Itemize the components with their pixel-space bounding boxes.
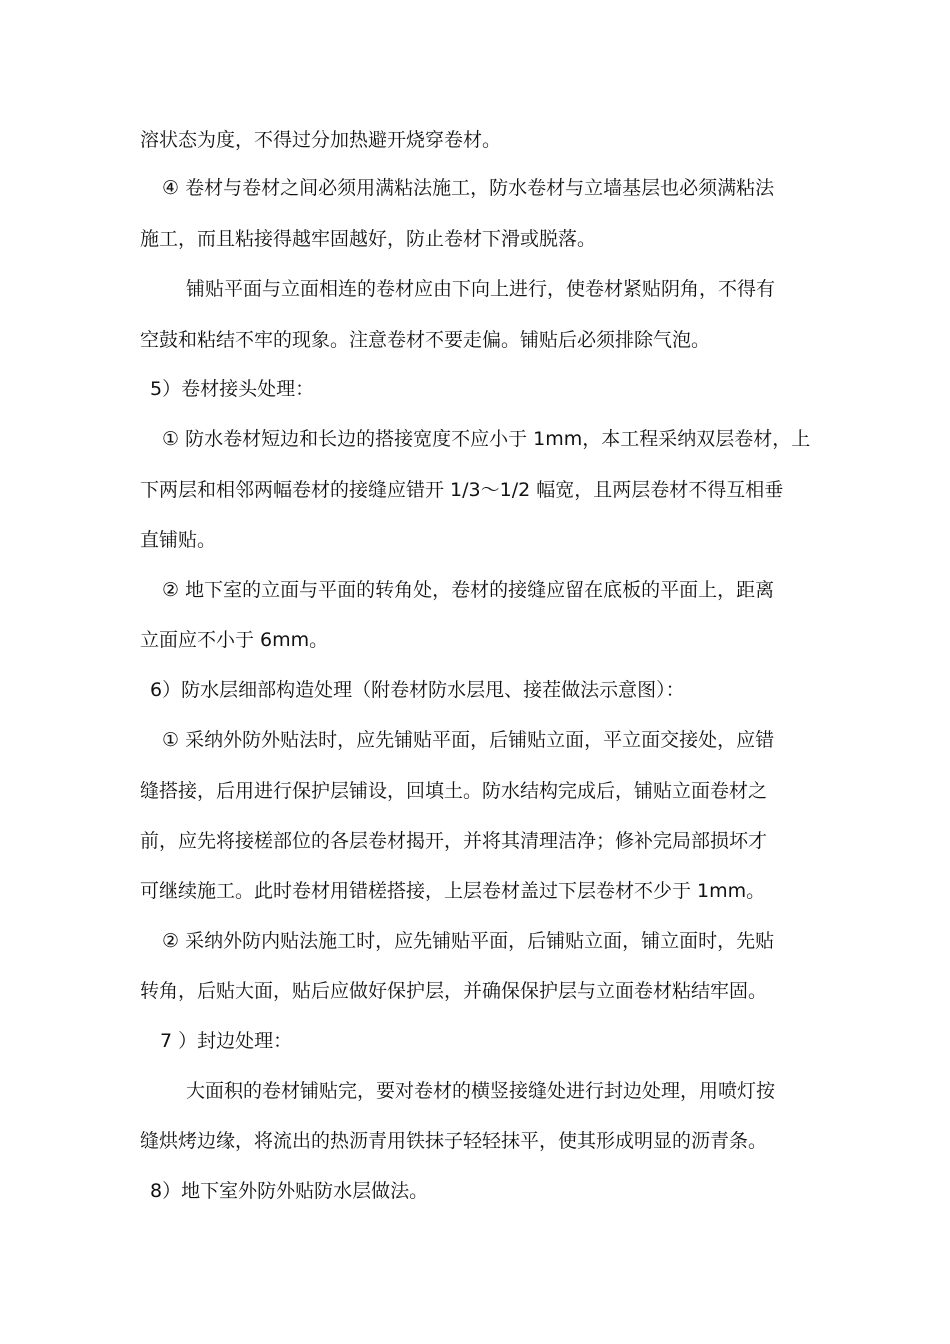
text-line: ① 防水卷材短边和长边的搭接宽度不应小于 1mm，本工程采纳双层卷材，上 (162, 428, 811, 450)
text-line: 溶状态为度，不得过分加热避开烧穿卷材。 (140, 129, 502, 151)
section-heading: 6）防水层细部构造处理（附卷材防水层甩、接茬做法示意图）： (150, 679, 685, 701)
text-line: 施工，而且粘接得越牢固越好，防止卷材下滑或脱落。 (140, 228, 597, 250)
text-line: 大面积的卷材铺贴完，要对卷材的横竖接缝处进行封边处理，用喷灯按 (186, 1080, 776, 1102)
text-line: 立面应不小于 6mm。 (140, 629, 329, 651)
text-line: ④ 卷材与卷材之间必须用满粘法施工，防水卷材与立墙基层也必须满粘法 (162, 177, 775, 199)
text-line: 转角，后贴大面，贴后应做好保护层，并确保保护层与立面卷材粘结牢固。 (140, 980, 768, 1002)
section-heading: 5）卷材接头处理： (150, 378, 315, 400)
text-line: 缝烘烤边缘，将流出的热沥青用铁抹子轻轻抹平，使其形成明显的沥青条。 (140, 1130, 768, 1152)
text-line: ① 采纳外防外贴法时，应先铺贴平面，后铺贴立面，平立面交接处，应错 (162, 729, 775, 751)
text-line: ② 地下室的立面与平面的转角处，卷材的接缝应留在底板的平面上，距离 (162, 579, 775, 601)
text-line: 空鼓和粘结不牢的现象。注意卷材不要走偏。铺贴后必须排除气泡。 (140, 329, 711, 351)
text-line: 下两层和相邻两幅卷材的接缝应错开 1/3～1/2 幅宽，且两层卷材不得互相垂 (140, 479, 784, 501)
text-line: 缝搭接，后用进行保护层铺设，回填土。防水结构完成后，铺贴立面卷材之 (140, 780, 768, 802)
text-line: 直铺贴。 (140, 529, 217, 551)
section-heading: 7 ）封边处理： (160, 1030, 293, 1052)
section-heading: 8）地下室外防外贴防水层做法。 (150, 1180, 429, 1202)
text-line: 可继续施工。此时卷材用错槎搭接，上层卷材盖过下层卷材不少于 1mm。 (140, 880, 766, 902)
text-line: 前，应先将接槎部位的各层卷材揭开，并将其清理洁净；修补完局部损坏才 (140, 830, 768, 852)
text-line: 铺贴平面与立面相连的卷材应由下向上进行，使卷材紧贴阴角，不得有 (186, 278, 776, 300)
text-line: ② 采纳外防内贴法施工时，应先铺贴平面，后铺贴立面，铺立面时，先贴 (162, 930, 775, 952)
